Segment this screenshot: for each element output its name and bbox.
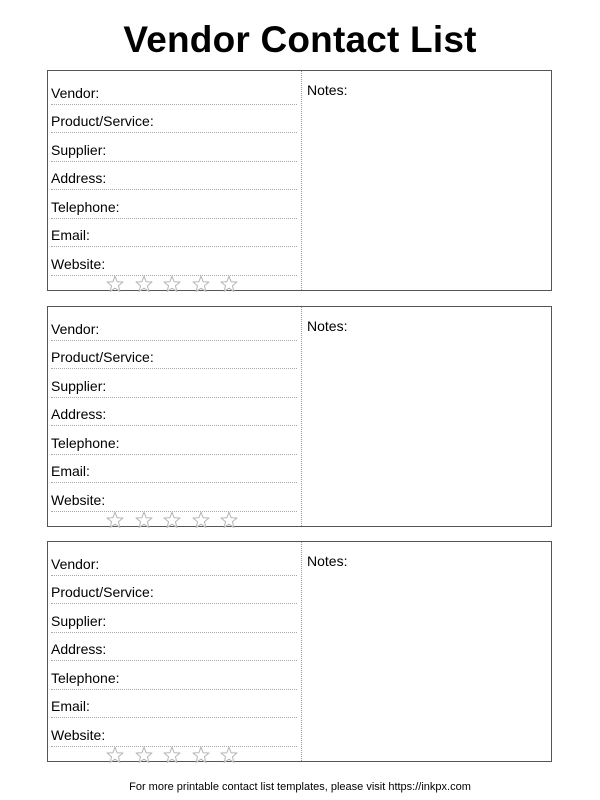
vendor-fields: [51, 76, 297, 276]
vendor-card-1: [47, 70, 552, 291]
website-field-row[interactable]: [51, 718, 297, 747]
telephone-label: Telephone:: [51, 198, 120, 215]
email-label: Email:: [51, 227, 90, 243]
product-service-field-row[interactable]: [51, 105, 297, 134]
column-divider: [301, 71, 302, 290]
star-outline-icon[interactable]: [220, 275, 249, 293]
website-field-row[interactable]: [51, 247, 297, 276]
footer-note: For more printable contact list templates, please visit https://inkpx.com: [129, 781, 471, 793]
website-label: Website:: [51, 255, 106, 272]
email-label: Email:: [51, 698, 90, 714]
product-service-field-row[interactable]: [51, 341, 297, 370]
address-field-row[interactable]: [51, 398, 297, 427]
email-field-row[interactable]: [51, 690, 297, 719]
vendor-fields: [51, 547, 297, 747]
address-label: Address:: [51, 641, 107, 657]
star-rating[interactable]: [106, 511, 249, 529]
telephone-label: Telephone:: [51, 669, 120, 686]
telephone-label: Telephone:: [51, 434, 120, 451]
vendor-field-row[interactable]: [51, 312, 297, 341]
supplier-field-row[interactable]: [51, 604, 297, 633]
vendor-label: Vendor:: [51, 320, 100, 337]
supplier-label: Supplier:: [51, 612, 107, 629]
supplier-field-row[interactable]: [51, 369, 297, 398]
column-divider: [301, 307, 302, 526]
product-service-label: Product/Service:: [51, 349, 154, 365]
address-field-row[interactable]: [51, 633, 297, 662]
email-label: Email:: [51, 463, 90, 479]
vendor-field-row[interactable]: [51, 76, 297, 105]
notes-label: Notes:: [307, 553, 348, 569]
telephone-field-row[interactable]: [51, 661, 297, 690]
vendor-label: Vendor:: [51, 84, 100, 101]
product-service-field-row[interactable]: [51, 576, 297, 605]
website-label: Website:: [51, 491, 106, 508]
star-outline-icon[interactable]: [192, 275, 221, 293]
star-outline-icon[interactable]: [106, 275, 135, 293]
product-service-label: Product/Service:: [51, 584, 154, 600]
notes-label: Notes:: [307, 318, 348, 334]
telephone-field-row[interactable]: [51, 190, 297, 219]
supplier-field-row[interactable]: [51, 133, 297, 162]
supplier-label: Supplier:: [51, 141, 107, 158]
notes-label: Notes:: [307, 82, 348, 98]
page-title: Vendor Contact List: [123, 19, 477, 60]
star-outline-icon[interactable]: [135, 275, 164, 293]
supplier-label: Supplier:: [51, 377, 107, 394]
address-field-row[interactable]: [51, 162, 297, 191]
vendor-card-3: [47, 541, 552, 762]
email-field-row[interactable]: [51, 219, 297, 248]
website-field-row[interactable]: [51, 483, 297, 512]
star-outline-icon[interactable]: [135, 746, 164, 764]
star-outline-icon[interactable]: [192, 746, 221, 764]
vendor-field-row[interactable]: [51, 547, 297, 576]
star-outline-icon[interactable]: [106, 746, 135, 764]
star-outline-icon[interactable]: [163, 275, 192, 293]
vendor-label: Vendor:: [51, 555, 100, 572]
address-label: Address:: [51, 170, 107, 186]
vendor-fields: [51, 312, 297, 512]
product-service-label: Product/Service:: [51, 113, 154, 129]
star-rating[interactable]: [106, 275, 249, 293]
star-outline-icon[interactable]: [106, 511, 135, 529]
star-outline-icon[interactable]: [220, 746, 249, 764]
star-outline-icon[interactable]: [135, 511, 164, 529]
vendor-card-2: [47, 306, 552, 527]
star-outline-icon[interactable]: [163, 511, 192, 529]
star-outline-icon[interactable]: [163, 746, 192, 764]
star-outline-icon[interactable]: [220, 511, 249, 529]
email-field-row[interactable]: [51, 455, 297, 484]
website-label: Website:: [51, 726, 106, 743]
star-outline-icon[interactable]: [192, 511, 221, 529]
star-rating[interactable]: [106, 746, 249, 764]
telephone-field-row[interactable]: [51, 426, 297, 455]
address-label: Address:: [51, 406, 107, 422]
column-divider: [301, 542, 302, 761]
